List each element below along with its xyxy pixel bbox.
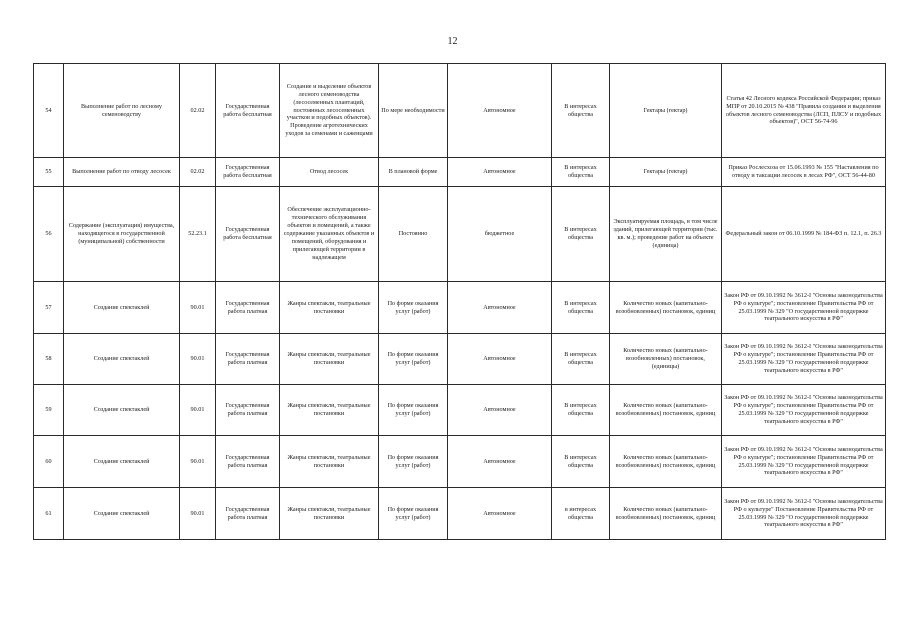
row-number: 59 [34, 385, 64, 436]
row-number: 56 [34, 187, 64, 282]
table-row [34, 488, 886, 540]
work-content: Отвод лесосек [280, 158, 379, 187]
work-content: Жанры спектакли, театральные постановки [280, 282, 379, 334]
table-row [34, 385, 886, 436]
legal-basis: Приказ Рослесхоза от 15.06.1993 № 155 "Наставления по отводу и таксации лесосек в лесах РФ", ОСТ 56-44-80 [722, 158, 886, 187]
institution-type: Автономное [448, 385, 552, 436]
volume-indicator: Количество новых (капитально-возобновленных) постановок, единиц [610, 436, 722, 488]
row-number: 58 [34, 334, 64, 385]
legal-basis: Закон РФ от 09.10.1992 № 3612-I "Основы законодательства РФ о культуре"; постановление Правительства РФ от 25.03.1999 № 329 "О государственной поддержке театрального искусства в РФ" [722, 282, 886, 334]
work-conditions: В плановой форме [379, 158, 448, 187]
work-conditions: По форме оказания услуг (работ) [379, 282, 448, 334]
work-content: Жанры спектакли, театральные постановки [280, 488, 379, 540]
volume-indicator: Количество новых (капитально-возобновленных) постановок, единиц [610, 488, 722, 540]
okved-code: 02.02 [180, 158, 216, 187]
row-number: 61 [34, 488, 64, 540]
interest-scope: В интересах общества [552, 282, 610, 334]
institution-type: Автономное [448, 488, 552, 540]
work-content: Обеспечение эксплуатационно-технического обслуживания объектов и помещений, а также содержание указанных объектов и помещений, оборудования и прилегающей территории в надлежащем [280, 187, 379, 282]
interest-scope: В интересах общества [552, 436, 610, 488]
okved-code: 90.01 [180, 334, 216, 385]
work-name: Создание спектаклей [64, 334, 180, 385]
okved-code: 90.01 [180, 385, 216, 436]
legal-basis: Закон РФ от 09.10.1992 № 3612-I "Основы законодательства РФ о культуре"; постановление Правительства РФ от 25.03.1999 № 329 "О государственной поддержке театрального искусства в РФ" [722, 436, 886, 488]
work-type: Государственная работа бесплатная [216, 158, 280, 187]
okved-code: 90.01 [180, 488, 216, 540]
work-type: Государственная работа бесплатная [216, 187, 280, 282]
work-type: Государственная работа бесплатная [216, 64, 280, 158]
table-row [34, 158, 886, 187]
row-number: 57 [34, 282, 64, 334]
work-type: Государственная работа платная [216, 385, 280, 436]
work-conditions: По форме оказания услуг (работ) [379, 385, 448, 436]
work-type: Государственная работа платная [216, 436, 280, 488]
interest-scope: В интересах общества [552, 334, 610, 385]
work-name: Создание спектаклей [64, 282, 180, 334]
legal-basis: Закон РФ от 09.10.1992 № 3612-I "Основы законодательства РФ о культуре"; постановление Правительства РФ от 25.03.1999 № 329 "О государственной поддержке театрального искусства в РФ" [722, 334, 886, 385]
volume-indicator: Количество новых (капитально-возобновленных) постановок, единиц [610, 385, 722, 436]
institution-type: Автономное [448, 282, 552, 334]
volume-indicator: Эксплуатируемая площадь, в том числе зданий, прилегающей территории (тыс. кв. м.); проведение работ на объекте (единица) [610, 187, 722, 282]
institution-type: Автономное [448, 334, 552, 385]
work-conditions: По мере необходимости [379, 64, 448, 158]
volume-indicator: Гектары (гектар) [610, 158, 722, 187]
work-name: Содержание (эксплуатация) имущества, находящегося в государственной (муниципальной) собственности [64, 187, 180, 282]
work-type: Государственная работа платная [216, 488, 280, 540]
row-number: 55 [34, 158, 64, 187]
work-conditions: По форме оказания услуг (работ) [379, 334, 448, 385]
registry-table [33, 63, 886, 540]
interest-scope: в интересах общества [552, 488, 610, 540]
okved-code: 90.01 [180, 282, 216, 334]
table-row [34, 64, 886, 158]
work-conditions: По форме оказания услуг (работ) [379, 488, 448, 540]
work-name: Выполнение работ по отводу лесосек [64, 158, 180, 187]
legal-basis: Федеральный закон от 06.10.1999 № 184-ФЗ п. 12.1, п. 26.3 [722, 187, 886, 282]
table-row [34, 282, 886, 334]
table-row [34, 436, 886, 488]
row-number: 54 [34, 64, 64, 158]
work-name: Создание спектаклей [64, 385, 180, 436]
interest-scope: В интересах общества [552, 158, 610, 187]
okved-code: 52.23.1 [180, 187, 216, 282]
interest-scope: В интересах общества [552, 385, 610, 436]
table-row [34, 187, 886, 282]
institution-type: Автономное [448, 436, 552, 488]
institution-type: бюджетное [448, 187, 552, 282]
volume-indicator: Количество новых (капитально-возобновленных) постановок, единиц [610, 282, 722, 334]
work-type: Государственная работа платная [216, 282, 280, 334]
work-name: Выполнение работ по лесному семеноводству [64, 64, 180, 158]
work-content: Создание и выделение объектов лесного семеноводства (лесосеменных плантаций, постоянных лесосеменных участков и подобных объектов). Проведение агротехнических уходов за семенами и саженцами [280, 64, 379, 158]
institution-type: Автономное [448, 64, 552, 158]
volume-indicator: Гектары (гектар) [610, 64, 722, 158]
table-row [34, 334, 886, 385]
work-content: Жанры спектакли, театральные постановки [280, 334, 379, 385]
institution-type: Автономное [448, 158, 552, 187]
legal-basis: Закон РФ от 09.10.1992 № 3612-I "Основы законодательства РФ о культуре"; постановление Правительства РФ от 25.03.1999 № 329 "О государственной поддержке театрального искусства в РФ" [722, 385, 886, 436]
page-number: 12 [447, 36, 458, 47]
okved-code: 90.01 [180, 436, 216, 488]
work-type: Государственная работа платная [216, 334, 280, 385]
work-name: Создание спектаклей [64, 488, 180, 540]
work-conditions: По форме оказания услуг (работ) [379, 436, 448, 488]
interest-scope: В интересах общества [552, 64, 610, 158]
legal-basis: Закон РФ от 09.10.1992 № 3612-I "Основы законодательства РФ о культуре" Постановление Правительства РФ от 25.03.1999 № 329 "О государственной поддержке театрального искусства в РФ" [722, 488, 886, 540]
work-conditions: Постоянно [379, 187, 448, 282]
work-name: Создание спектаклей [64, 436, 180, 488]
work-content: Жанры спектакли, театральные постановки [280, 436, 379, 488]
volume-indicator: Количество новых (капитально-возобновленных) постановок, (единицы) [610, 334, 722, 385]
row-number: 60 [34, 436, 64, 488]
work-content: Жанры спектакли, театральные постановки [280, 385, 379, 436]
legal-basis: Статья 42 Лесного кодекса Российской Федерации; приказ МПР от 20.10.2015 № 438 "Правила создания и выделения объектов лесного семеноводства (ЛСП, ПЛСУ и подобных объектов)", ОСТ 56-74-96 [722, 64, 886, 158]
okved-code: 02.02 [180, 64, 216, 158]
interest-scope: В интересах общества [552, 187, 610, 282]
